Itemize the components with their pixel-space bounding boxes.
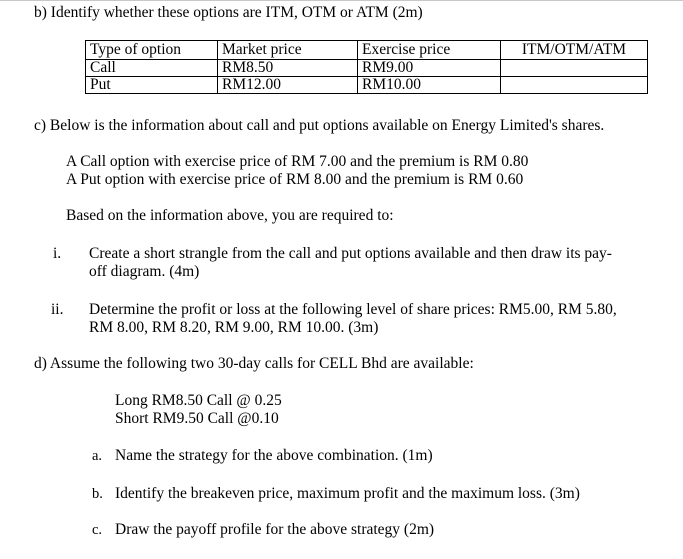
question-c-text: Draw the payoff profile for the above strategy (2m): [115, 521, 435, 538]
page-top-border: [0, 0, 683, 1]
header-type-of-option: Type of option: [86, 41, 218, 60]
question-i-line1: Create a short strangle from the call and put options available and then draw its pay-: [89, 245, 612, 262]
table-cell-answer: [501, 77, 648, 94]
table-header-row: [86, 41, 648, 60]
header-exercise-price: Exercise price: [358, 41, 501, 60]
question-ii-line1: Determine the profit or loss at the following level of share prices: RM5.00, RM 5.80,: [89, 301, 617, 318]
requirement-line: Based on the information above, you are required to:: [66, 207, 394, 224]
question-a-text: Name the strategy for the above combination. (1m): [115, 447, 433, 464]
question-a-letter: a.: [92, 448, 103, 464]
table-cell: Put: [86, 77, 218, 94]
table-cell-answer: [501, 60, 648, 77]
section-b-heading: b) Identify whether these options are ITM, OTM or ATM (2m): [34, 4, 423, 21]
section-d-intro: d) Assume the following two 30-day calls for CELL Bhd are available:: [34, 355, 474, 372]
question-ii-number: ii.: [51, 301, 64, 318]
header-market-price: Market price: [218, 41, 358, 60]
table-cell: RM10.00: [358, 77, 501, 94]
header-moneyness: ITM/OTM/ATM: [501, 41, 648, 60]
question-ii-line2: RM 8.00, RM 8.20, RM 9.00, RM 10.00. (3m): [89, 319, 379, 336]
question-b-letter: b.: [92, 486, 103, 502]
table-row: [86, 60, 648, 77]
question-c-letter: c.: [92, 522, 103, 538]
table-row: [86, 77, 648, 94]
table-cell: RM12.00: [218, 77, 358, 94]
section-c-intro: c) Below is the information about call and put options available on Energy Limited's shares.: [34, 117, 605, 134]
options-table: [85, 40, 648, 94]
put-option-line: A Put option with exercise price of RM 8.00 and the premium is RM 0.60: [66, 171, 524, 188]
short-call-line: Short RM9.50 Call @0.10: [115, 410, 279, 427]
table-cell: Call: [86, 60, 218, 77]
question-b-text: Identify the breakeven price, maximum profit and the maximum loss. (3m): [115, 485, 580, 502]
call-option-line: A Call option with exercise price of RM 7.00 and the premium is RM 0.80: [66, 153, 529, 170]
table-cell: RM8.50: [218, 60, 358, 77]
table-cell: RM9.00: [358, 60, 501, 77]
long-call-line: Long RM8.50 Call @ 0.25: [115, 392, 282, 409]
question-i-line2: off diagram. (4m): [89, 263, 200, 280]
question-i-number: i.: [53, 245, 62, 262]
